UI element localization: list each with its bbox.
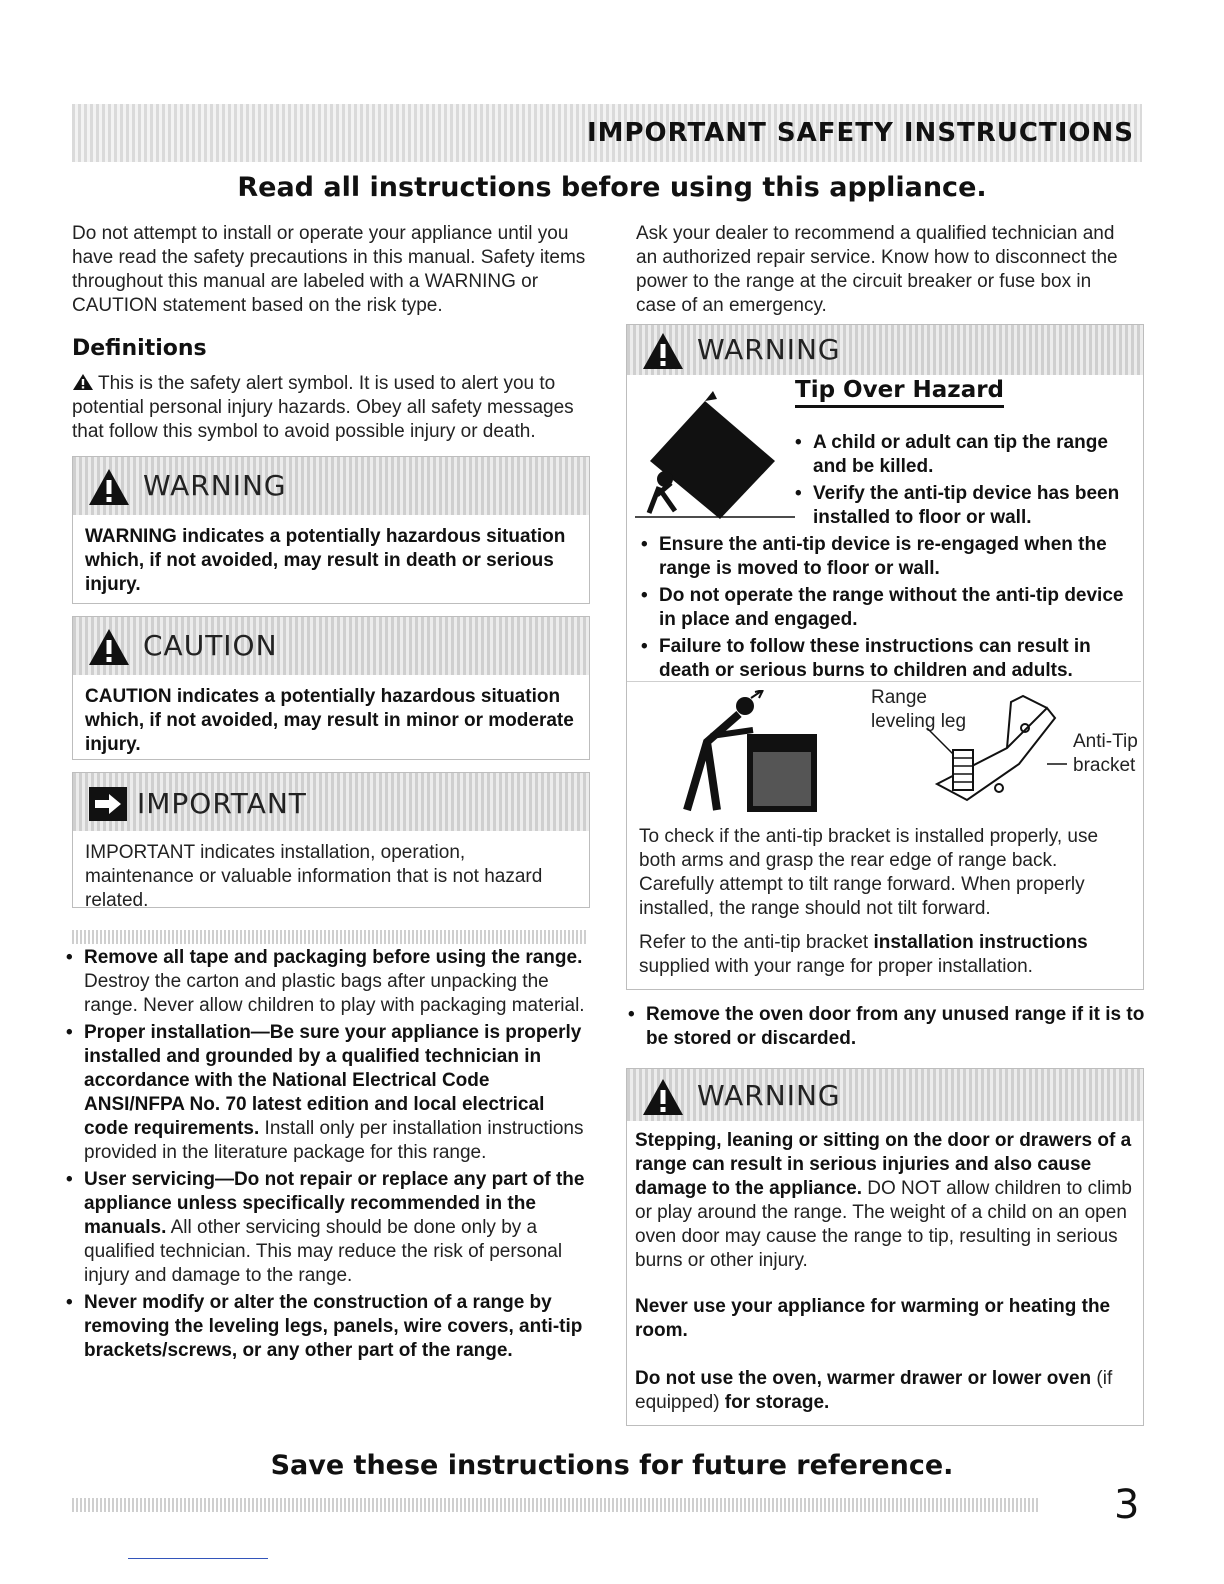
leveling-leg-label: Range leveling leg (871, 687, 967, 732)
list-item: • Failure to follow these instructions can result in death or serious burns to children and adults. (639, 635, 1135, 683)
page-number: 3 (1114, 1482, 1140, 1528)
list-item: • Remove the oven door from any unused range if it is to be stored or discarded. (626, 1003, 1146, 1051)
list-item: • Never modify or alter the construction of a range by removing the leveling legs, panels, wire covers, anti-tip brackets/screws, or any other part of the range. (64, 1291, 592, 1363)
header-band (72, 104, 1142, 162)
footer-link-underline (128, 1558, 268, 1559)
safety-alert-text: This is the safety alert symbol. It is used to alert you to potential personal injury hazards. Obey all safety messages that follow this symbol to avoid possible injury or death. (72, 373, 574, 442)
tip-over-warning-box (626, 324, 1144, 990)
safety-alert-definition (72, 372, 592, 444)
anti-tip-refer-text: Refer to the anti-tip bracket installation instructions supplied with your range for proper installation. (639, 932, 1088, 977)
page-header-title: IMPORTANT SAFETY INSTRUCTIONS (586, 118, 1134, 148)
caution-definition-header (73, 617, 589, 675)
tip-over-warning-title: WARNING (697, 333, 841, 366)
safety-alert-icon (72, 373, 94, 391)
tip-over-top-bullets (793, 431, 1133, 533)
intro-right-paragraph: Ask your dealer to recommend a qualified technician and an authorized repair service. Know how to disconnect the power to the range at the circuit breaker or fuse box in case of an emergency. (636, 223, 1118, 316)
tip-over-heading: Tip Over Hazard (795, 377, 1004, 408)
anti-tip-illustration-area (627, 681, 1141, 818)
stepping-warning-header (627, 1069, 1143, 1121)
caution-alert-icon (87, 627, 131, 667)
warning-alert-icon (641, 1077, 685, 1117)
important-definition-text: IMPORTANT indicates installation, operation, maintenance or valuable information that is not hazard related. (85, 842, 543, 911)
caution-definition-title: CAUTION (143, 629, 278, 662)
warning-alert-icon (641, 331, 685, 371)
anti-tip-check-text: To check if the anti-tip bracket is installed properly, use both arms and grasp the rear edge of range back. Carefully attempt to tilt range forward. When properly installed, the range should not tilt forward. (639, 826, 1099, 919)
stepping-warning-box (626, 1068, 1144, 1426)
arrow-right-icon (87, 783, 131, 823)
stepping-warning-title: WARNING (697, 1079, 841, 1112)
left-bullet-list (64, 946, 592, 1366)
stepping-warning-paragraph: Stepping, leaning or sitting on the door or drawers of a range can result in serious injuries and also cause damage to the appliance. DO NOT allow children to climb or play around the range. The weight of a child on an open oven door may cause the range to tip, resulting in serious burns or other injury. (635, 1130, 1132, 1271)
definitions-heading: Definitions (72, 336, 207, 361)
footer-separator-band (72, 1498, 1038, 1512)
page-subtitle: Read all instructions before using this appliance. (237, 172, 987, 203)
list-item: • User servicing—Do not repair or replace any part of the appliance unless specifically recommended in the manuals. All other servicing should be done only by a qualified technician. This may reduce the risk of personal injury and damage to the range. (64, 1168, 592, 1288)
no-storage-warning: Do not use the oven, warmer drawer or lower oven (if equipped) for storage. (635, 1368, 1113, 1413)
anti-tip-bracket-label: Anti-Tip bracket (1073, 731, 1138, 776)
list-item: • Proper installation—Be sure your appliance is properly installed and grounded by a qualified technician in accordance with the National Electrical Code ANSI/NFPA No. 70 latest edition and local electrical code requirements. Install only per installation instructions provided in the literature package for this range. (64, 1021, 592, 1165)
warning-definition-title: WARNING (143, 469, 287, 502)
person-checking-range-illustration (667, 690, 817, 814)
remove-door-bullet (626, 1003, 1146, 1054)
tip-over-warning-header (627, 325, 1143, 375)
no-heating-warning: Never use your appliance for warming or heating the room. (635, 1296, 1111, 1341)
warning-definition-box (72, 456, 590, 604)
important-definition-title: IMPORTANT (137, 787, 307, 820)
tip-over-bottom-bullets (639, 533, 1135, 686)
save-instructions-footer: Save these instructions for future reference. (270, 1450, 954, 1481)
left-separator-band (72, 930, 588, 944)
tipping-range-illustration (635, 391, 795, 521)
caution-definition-text: CAUTION indicates a potentially hazardous situation which, if not avoided, may result in minor or moderate injury. (85, 686, 574, 755)
warning-alert-icon (87, 467, 131, 507)
important-definition-box (72, 772, 590, 911)
warning-definition-header (73, 457, 589, 515)
intro-left-paragraph: Do not attempt to install or operate your appliance until you have read the safety precautions in this manual. Safety items throughout this manual are labeled with a WARNING or CAUTION statement based on the risk type. (72, 223, 586, 316)
list-item: • Remove all tape and packaging before using the range. Destroy the carton and plastic bags after unpacking the range. Never allow children to play with packaging material. (64, 946, 592, 1018)
list-item: • Ensure the anti-tip device is re-engaged when the range is moved to floor or wall. (639, 533, 1135, 581)
list-item: • A child or adult can tip the range and be killed. (793, 431, 1133, 479)
list-item: • Verify the anti-tip device has been installed to floor or wall. (793, 482, 1133, 530)
important-definition-header (73, 773, 589, 831)
list-item: • Do not operate the range without the anti-tip device in place and engaged. (639, 584, 1135, 632)
caution-definition-box (72, 616, 590, 760)
warning-definition-text: WARNING indicates a potentially hazardous situation which, if not avoided, may result in death or serious injury. (85, 526, 566, 595)
anti-tip-bracket-drawing (907, 688, 1067, 816)
